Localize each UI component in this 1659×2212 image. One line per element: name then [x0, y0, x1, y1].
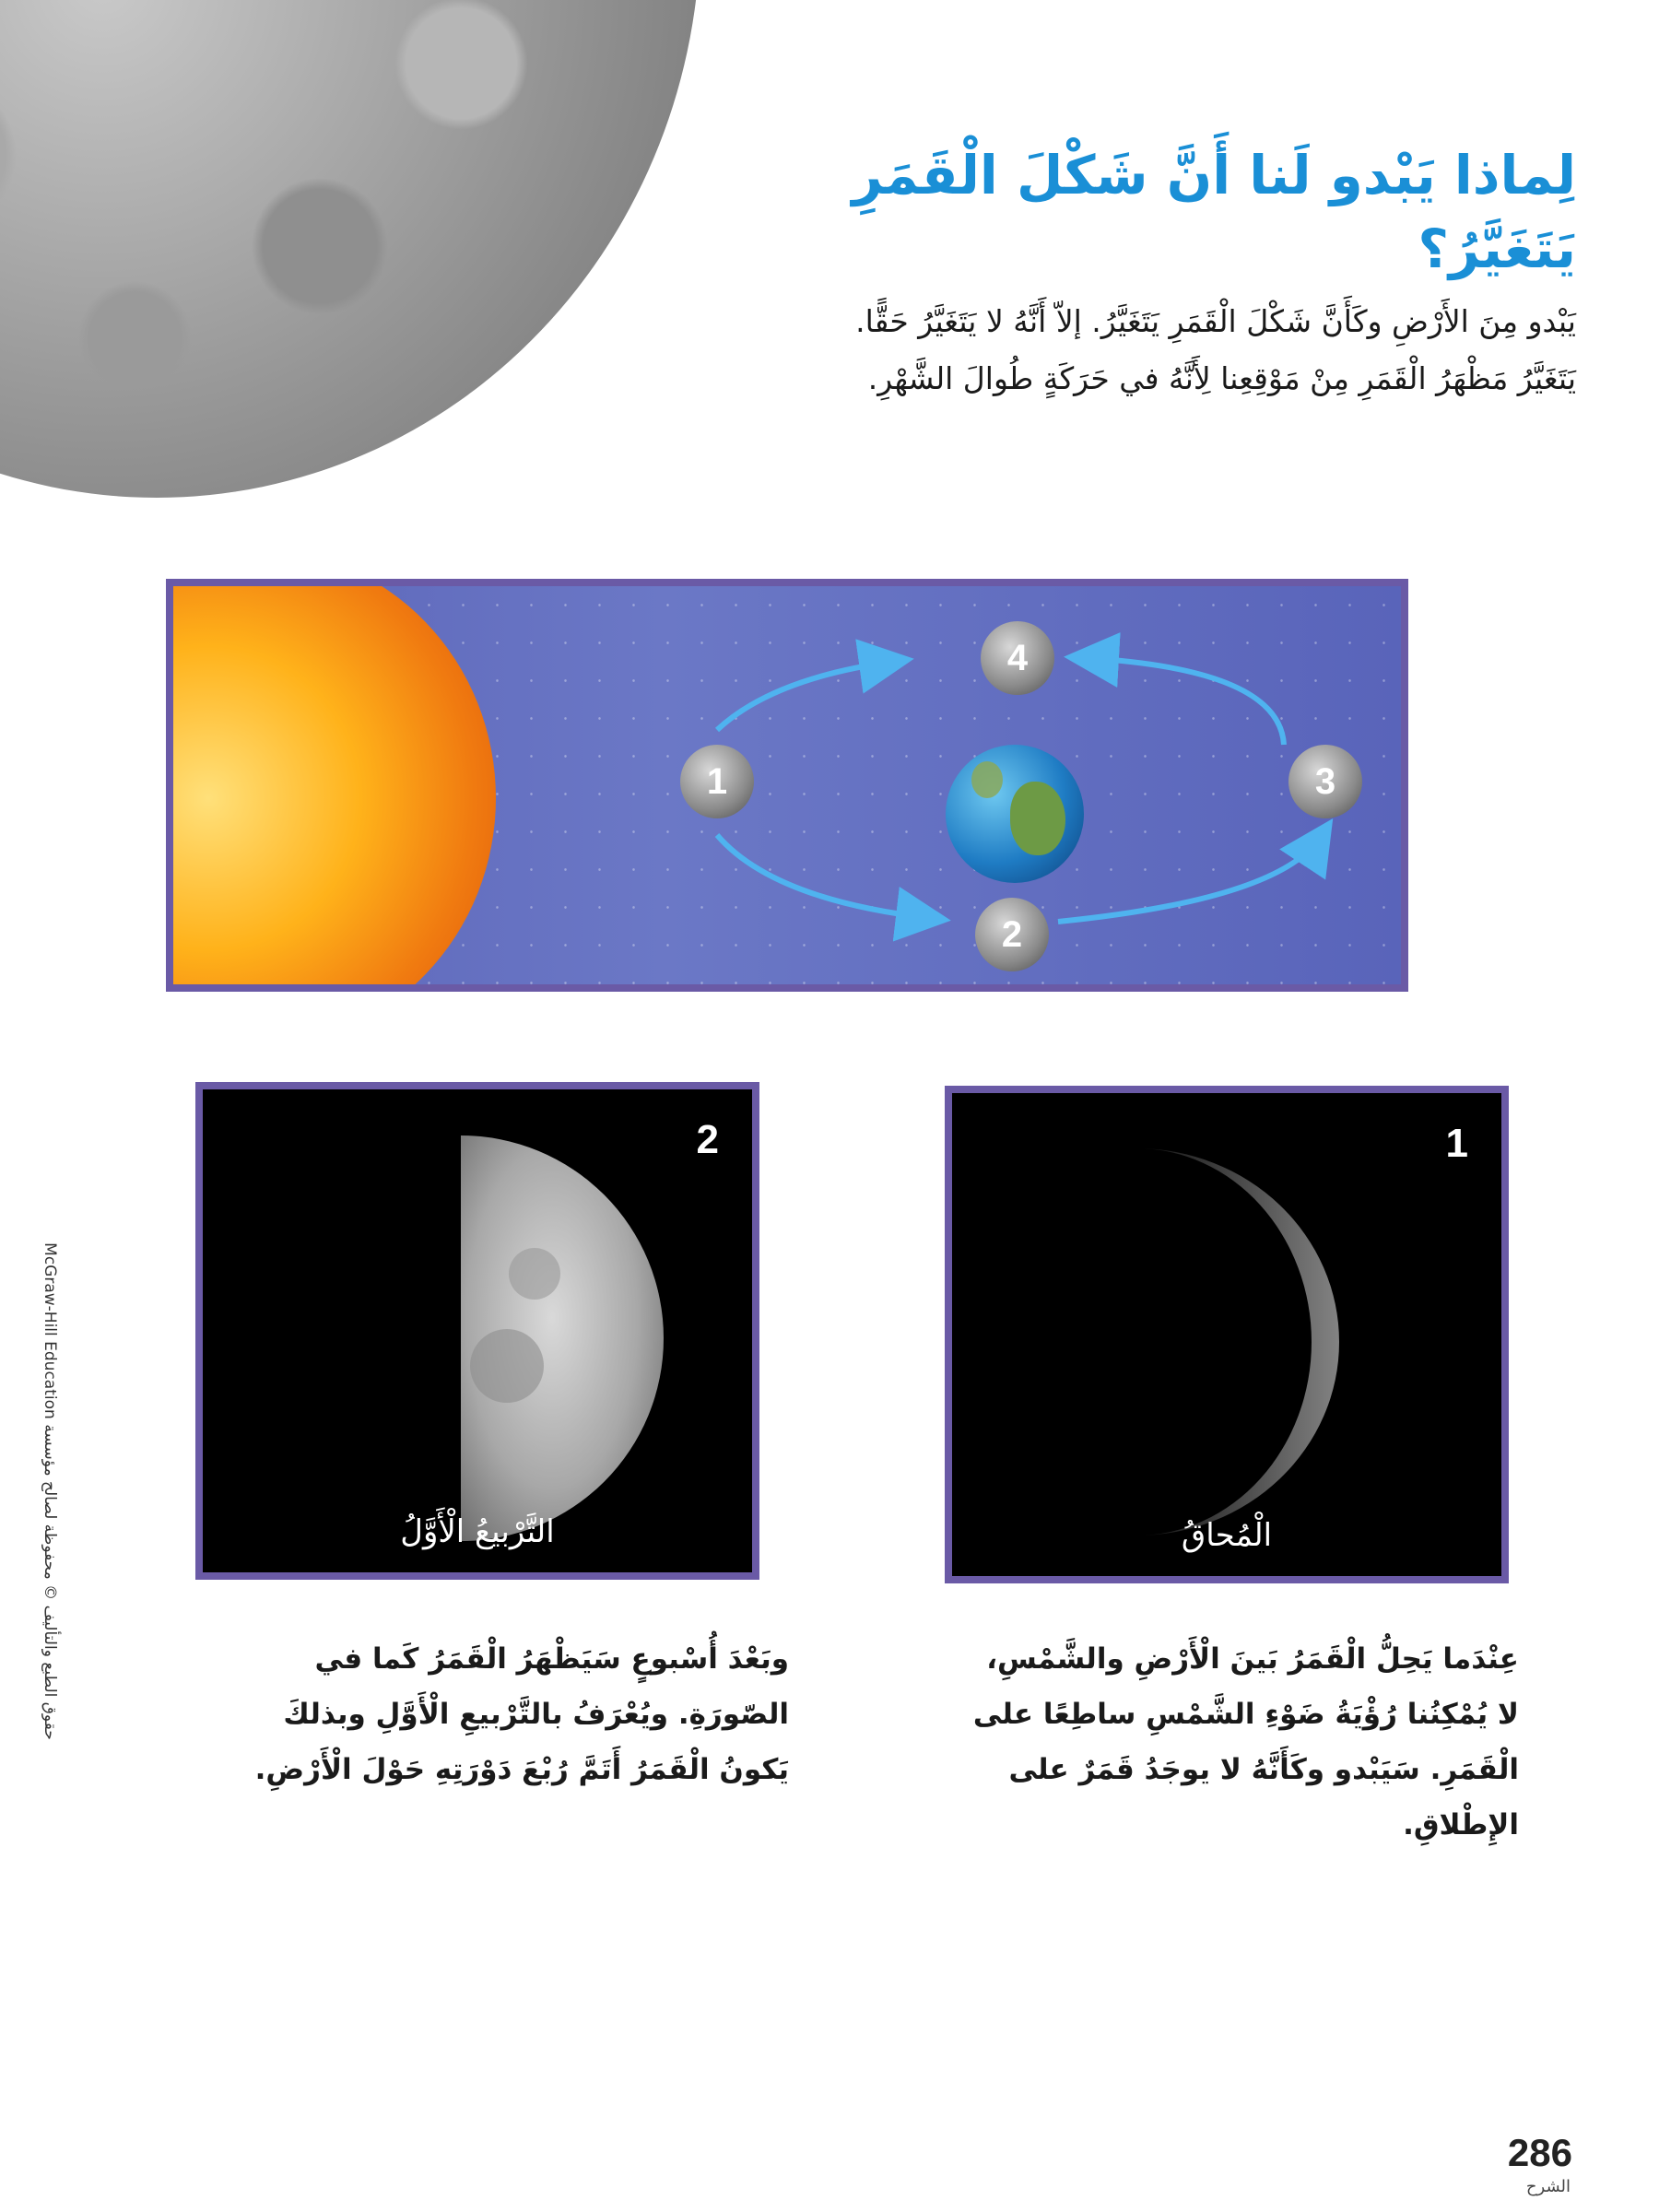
earth-image — [946, 745, 1084, 883]
moon-position-4-label: 4 — [1006, 637, 1029, 678]
page-number: 286 — [1507, 2131, 1572, 2174]
first-quarter-photo — [195, 1082, 759, 1580]
first-quarter-label: التَّرْبيعُ الْأَوَّلُ — [400, 1513, 555, 1550]
orbit-arrows — [173, 586, 1401, 984]
copyright-credit: McGraw-Hill Education حقوق الطبع والتأليف © محفوظة لصالح مؤسسة — [41, 1242, 59, 1740]
moon-orbit-diagram — [166, 579, 1408, 992]
new-moon-number: 1 — [1445, 1121, 1468, 1166]
moon-position-2-label: 2 — [1001, 913, 1023, 955]
new-moon-crescent — [952, 1093, 1501, 1576]
new-moon-caption: عِنْدَما يَحِلُّ الْقَمَرُ بَينَ الْأَرْضِ والشَّمْسِ، لا يُمْكِنُنا رُؤْيَةُ ضَوْءِ الشَّمْسِ ساطِعًا على الْقَمَرِ. سَيَبْدو وكَأَنَّهُ لا يوجَدُ قَمَرٌ على الإِطْلاقِ. — [972, 1642, 1519, 1841]
first-quarter-moon — [203, 1089, 752, 1572]
moon-position-4 — [981, 621, 1054, 695]
moon-surface-image — [0, 0, 700, 498]
orbit-arrow-4 — [1086, 658, 1284, 745]
first-quarter-caption: وبَعْدَ أُسْبوعٍ سَيَظْهَرُ الْقَمَرُ كَما في الصّورَةِ. ويُعْرَفُ بالتَّرْبيعِ الْأَوَّلِ وبذلكَ يَكونُ الْقَمَرُ أَتَمَّ رُبْعَ دَوْرَتِهِ حَوْلَ الْأَرْضِ. — [254, 1642, 789, 1786]
page-title: لِماذا يَبْدو لَنا أَنَّ شَكْلَ الْقَمَرِ يَتَغَيَّرُ؟ — [852, 144, 1576, 280]
orbit-arrow-2 — [717, 835, 929, 918]
moon-position-1 — [680, 745, 754, 818]
page-section-label: الشرح — [1525, 2177, 1571, 2196]
new-moon-label: الْمُحاقُ — [1181, 1517, 1273, 1554]
moon-position-3 — [1288, 745, 1362, 818]
orbit-arrow-3 — [1058, 837, 1321, 922]
new-moon-photo — [945, 1086, 1509, 1583]
orbit-arrow-1 — [717, 662, 892, 730]
moon-position-3-label: 3 — [1314, 760, 1336, 802]
moon-position-2 — [975, 898, 1049, 971]
moon-position-1-label: 1 — [706, 760, 728, 802]
first-quarter-number: 2 — [696, 1117, 719, 1162]
intro-paragraph: يَبْدو مِنَ الأَرْضِ وكَأَنَّ شَكْلَ الْقَمَرِ يَتَغَيَّرُ. إلاّ أَنَّهُ لا يَتَغَيَّرُ حَقًّا. يَتَغَيَّرُ مَظْهَرُ الْقَمَرِ مِنْ مَوْقِعِنا لِأَنَّهُ في حَرَكَةٍ طُوالَ الشَّهْرِ. — [855, 303, 1576, 396]
